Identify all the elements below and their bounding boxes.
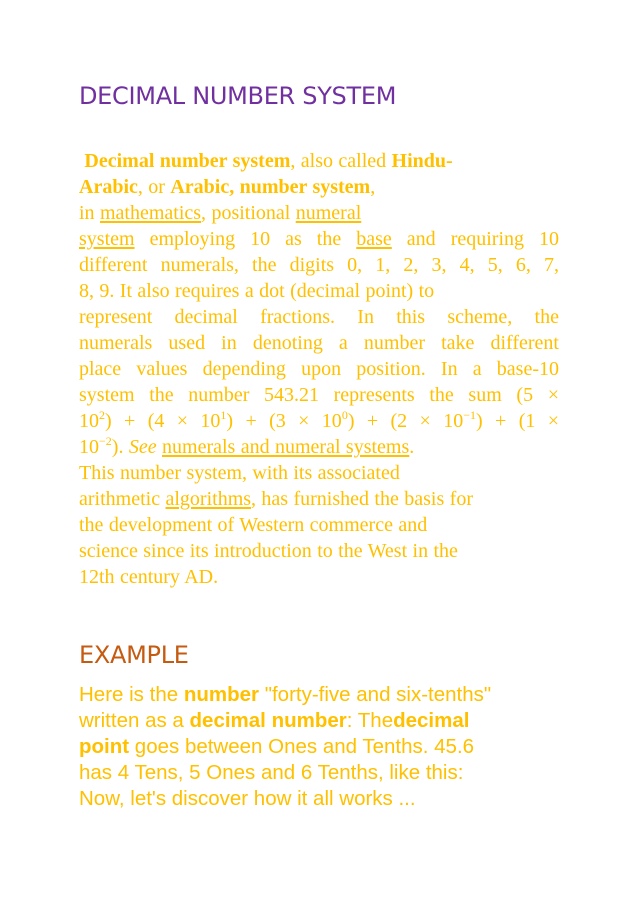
section-title-example: EXAMPLE xyxy=(79,641,189,669)
paragraph-line: science since its introduction to the West in the xyxy=(79,540,458,562)
link-numeral-system-cont[interactable]: system xyxy=(79,228,135,250)
paragraph-line: represent decimal fractions. In this scheme, the xyxy=(79,306,559,328)
decimal-system-description xyxy=(79,148,559,590)
text-run: ) + (3 × 10 xyxy=(226,410,342,432)
paragraph-line xyxy=(79,174,559,200)
example-description xyxy=(79,682,569,812)
text-run: "forty-five and six-tenths" xyxy=(259,683,492,706)
paragraph-line xyxy=(79,682,569,708)
text-run: 10 xyxy=(79,410,99,432)
paragraph-line xyxy=(79,226,559,252)
paragraph-line: has 4 Tens, 5 Ones and 6 Tenths, like this: xyxy=(79,761,464,784)
superscript: 0 xyxy=(341,408,348,422)
paragraph-line xyxy=(79,734,569,760)
text-run: , also called xyxy=(290,150,392,172)
superscript: 1 xyxy=(220,408,227,422)
text-run: Here is the xyxy=(79,683,184,706)
text-run: . xyxy=(409,436,415,458)
text-run: ) + (4 × 10 xyxy=(105,410,221,432)
paragraph-line: different numerals, the digits 0, 1, 2, 3, 4, 5, 6, 7, xyxy=(79,254,559,276)
text-run: ) + (2 × 10 xyxy=(347,410,464,432)
text-run: and requiring 10 xyxy=(391,228,560,250)
text-run: , positional xyxy=(201,202,296,224)
text-run: arithmetic xyxy=(79,488,166,510)
term-decimal-number-system: Decimal number system xyxy=(84,150,291,172)
paragraph-line: 8, 9. It also requires a dot (decimal point) to xyxy=(79,280,435,302)
link-numerals-and-numeral-systems[interactable]: numerals and numeral systems xyxy=(162,436,410,458)
paragraph-line xyxy=(79,486,559,512)
see-label: See xyxy=(128,436,157,458)
paragraph-line: the development of Western commerce and xyxy=(79,514,428,536)
term-decimal-number: decimal number xyxy=(189,709,347,732)
term-hindu: Hindu- xyxy=(391,150,453,172)
text-run: : The xyxy=(346,709,394,732)
paragraph-line: system the number 543.21 represents the sum (5 × xyxy=(79,384,559,406)
text-run: ). xyxy=(111,436,129,458)
paragraph-line-powers xyxy=(79,408,559,434)
link-base[interactable]: base xyxy=(356,228,392,250)
paragraph-line: place values depending upon position. In a base-10 xyxy=(79,358,559,380)
text-run: ) + (1 × xyxy=(476,410,560,432)
paragraph-line: numerals used in denoting a number take different xyxy=(79,332,559,354)
link-algorithms[interactable]: algorithms xyxy=(165,488,252,510)
link-numeral-system[interactable]: numeral xyxy=(295,202,362,224)
superscript: −1 xyxy=(463,408,476,422)
link-mathematics[interactable]: mathematics xyxy=(99,202,202,224)
paragraph-line xyxy=(79,708,569,734)
term-decimal: decimal xyxy=(393,709,470,732)
section-title-decimal-number-system: DECIMAL NUMBER SYSTEM xyxy=(79,82,397,110)
superscript: 2 xyxy=(99,408,105,422)
term-number: number xyxy=(183,683,260,706)
text-run: , has furnished the basis for xyxy=(251,488,473,510)
paragraph-line: 12th century AD. xyxy=(79,566,219,588)
text-run: written as a xyxy=(79,709,190,732)
paragraph-line-see-also xyxy=(79,434,559,460)
text-run: 10 xyxy=(79,436,99,458)
text-run: employing 10 as the xyxy=(134,228,357,250)
paragraph-line: Now, let's discover how it all works ... xyxy=(79,787,416,810)
text-run: goes between Ones and Tenths. 45.6 xyxy=(129,735,475,758)
paragraph-line xyxy=(79,148,559,174)
text-run: , or xyxy=(137,176,171,198)
term-arabic: Arabic xyxy=(79,176,138,198)
text-run: , xyxy=(370,176,376,198)
superscript: −2 xyxy=(99,434,112,448)
paragraph-line: This number system, with its associated xyxy=(79,462,400,484)
term-arabic-number-system: Arabic, number system xyxy=(170,176,371,198)
text-run: in xyxy=(79,202,100,224)
term-point: point xyxy=(79,735,130,758)
paragraph-line xyxy=(79,200,559,226)
